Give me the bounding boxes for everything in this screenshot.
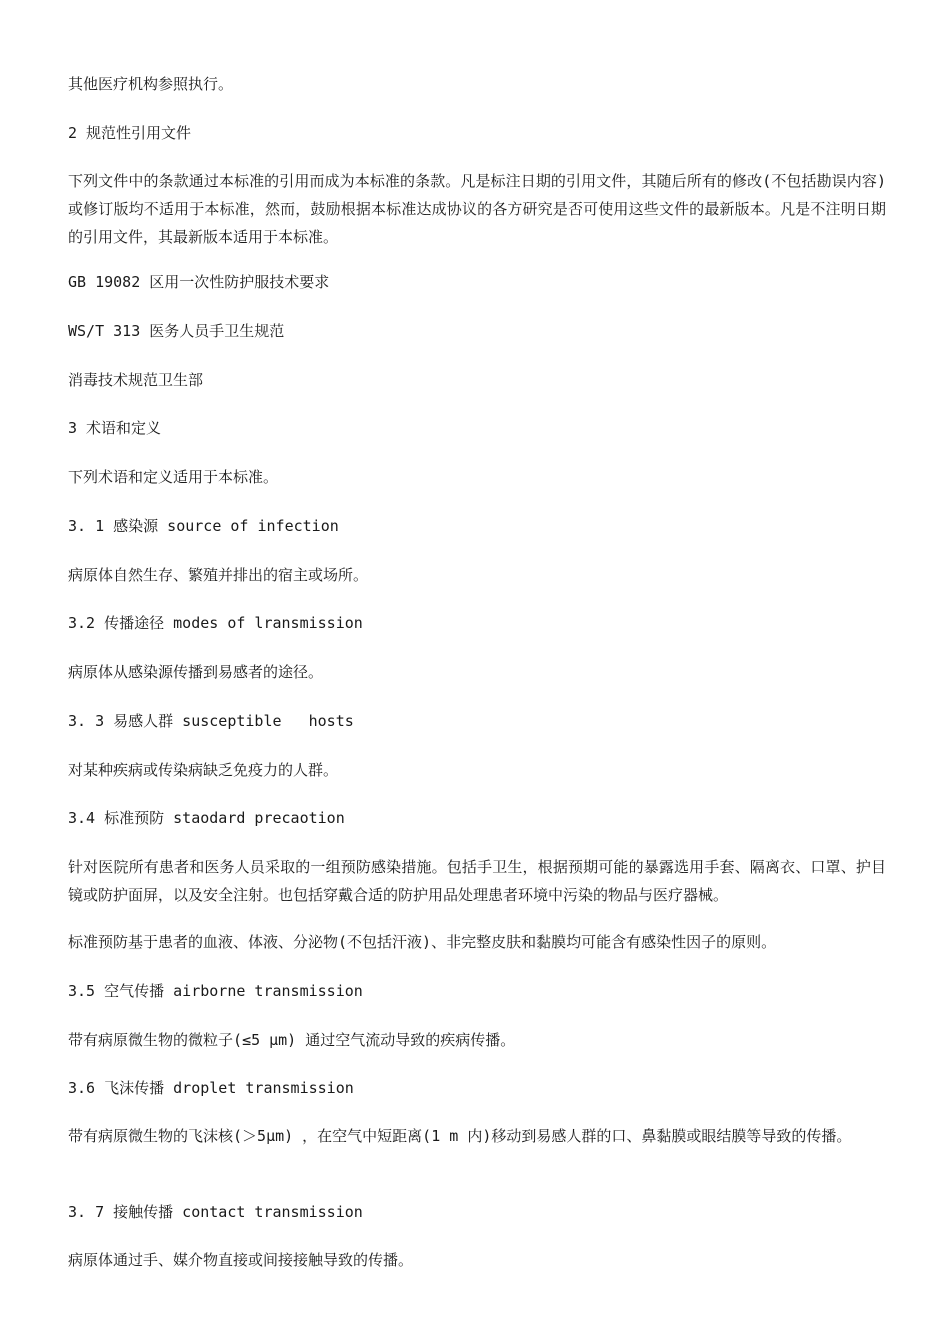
section-heading-terms-definitions: 3 术语和定义: [68, 419, 162, 437]
reference-disinfection-spec: 消毒技术规范卫生部: [68, 371, 204, 389]
paragraph-scope-continuation: 其他医疗机构参照执行。: [68, 75, 234, 93]
paragraph-standard-precaution-principle: 标准预防基于患者的血液、体液、分泌物(不包括汗液)、非完整皮肤和黏膜均可能含有感染性因子的原则。: [68, 933, 777, 951]
term-heading-airborne-transmission: 3.5 空气传播 airborne transmission: [68, 982, 363, 1000]
term-definition-contact-transmission: 病原体通过手、媒介物直接或间接接触导致的传播。: [68, 1251, 414, 1269]
paragraph-terms-intro: 下列术语和定义适用于本标准。: [68, 468, 279, 486]
reference-gb-19082: GB 19082 区用一次性防护服技术要求: [68, 273, 330, 291]
term-definition-droplet-transmission: 带有病原微生物的飞沫核(＞5μm) ，在空气中短距离(1 m 内)移动到易感人群的口、鼻黏膜或眼结膜等导致的传播。: [68, 1127, 852, 1145]
term-heading-modes-of-transmission: 3.2 传播途径 modes of lransmission: [68, 614, 363, 632]
reference-ws-t-313: WS/T 313 医务人员手卫生规范: [68, 322, 285, 340]
term-definition-airborne-transmission: 带有病原微生物的微粒子(≤5 μm) 通过空气流动导致的疾病传播。: [68, 1031, 516, 1049]
term-heading-standard-precaution: 3.4 标准预防 staodard precaotion: [68, 809, 345, 827]
term-definition-standard-precaution: 针对医院所有患者和医务人员采取的一组预防感染措施。包括手卫生，根据预期可能的暴露选用手套、隔离衣、口罩、护目镜或防护面屏，以及安全注射。也包括穿戴合适的防护用品处理患者环境中污染的物品与医疗器械。: [68, 858, 886, 904]
term-definition-source-of-infection: 病原体自然生存、繁殖并排出的宿主或场所。: [68, 566, 369, 584]
section-heading-normative-references: 2 规范性引用文件: [68, 124, 192, 142]
term-heading-droplet-transmission: 3.6 飞沫传播 droplet transmission: [68, 1079, 354, 1097]
paragraph-normative-references: 下列文件中的条款通过本标准的引用而成为本标准的条款。凡是标注日期的引用文件，其随后所有的修改(不包括勘误内容)或修订版均不适用于本标准，然而，鼓励根据本标准达成协议的各方研究是否可使用这些文件的最新版本。凡是不注明日期的引用文件，其最新版本适用于本标准。: [68, 172, 886, 246]
term-heading-contact-transmission: 3. 7 接触传播 contact transmission: [68, 1203, 363, 1221]
term-definition-susceptible-hosts: 对某种疾病或传染病缺乏免疫力的人群。: [68, 761, 339, 779]
term-heading-source-of-infection: 3. 1 感染源 source of infection: [68, 517, 339, 535]
term-definition-modes-of-transmission: 病原体从感染源传播到易感者的途径。: [68, 663, 324, 681]
term-heading-susceptible-hosts: 3. 3 易感人群 susceptible hosts: [68, 712, 354, 730]
